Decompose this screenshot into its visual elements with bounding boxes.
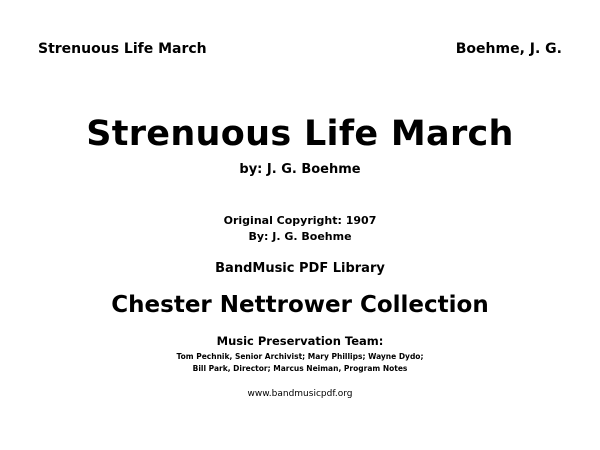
collection-name: Chester Nettrower Collection <box>111 292 489 318</box>
copyright-year: Original Copyright: 1907 <box>223 214 377 227</box>
team-members <box>0 351 600 375</box>
page-title: Strenuous Life March <box>86 114 514 154</box>
header-composer: Boehme, J. G. <box>455 41 562 57</box>
team-members-line-1: Tom Pechnik, Senior Archivist; Mary Phillips; Wayne Dydo; <box>176 352 424 361</box>
library-name: BandMusic PDF Library <box>215 261 385 276</box>
copyright-holder: By: J. G. Boehme <box>248 230 352 243</box>
header-piece-title: Strenuous Life March <box>38 41 207 57</box>
team-members-line-2: Bill Park, Director; Marcus Neiman, Program Notes <box>192 364 408 373</box>
composer-byline: by: J. G. Boehme <box>239 162 361 177</box>
team-heading: Music Preservation Team: <box>216 334 384 348</box>
copyright-block <box>0 213 600 245</box>
website-url: www.bandmusicpdf.org <box>247 389 353 399</box>
